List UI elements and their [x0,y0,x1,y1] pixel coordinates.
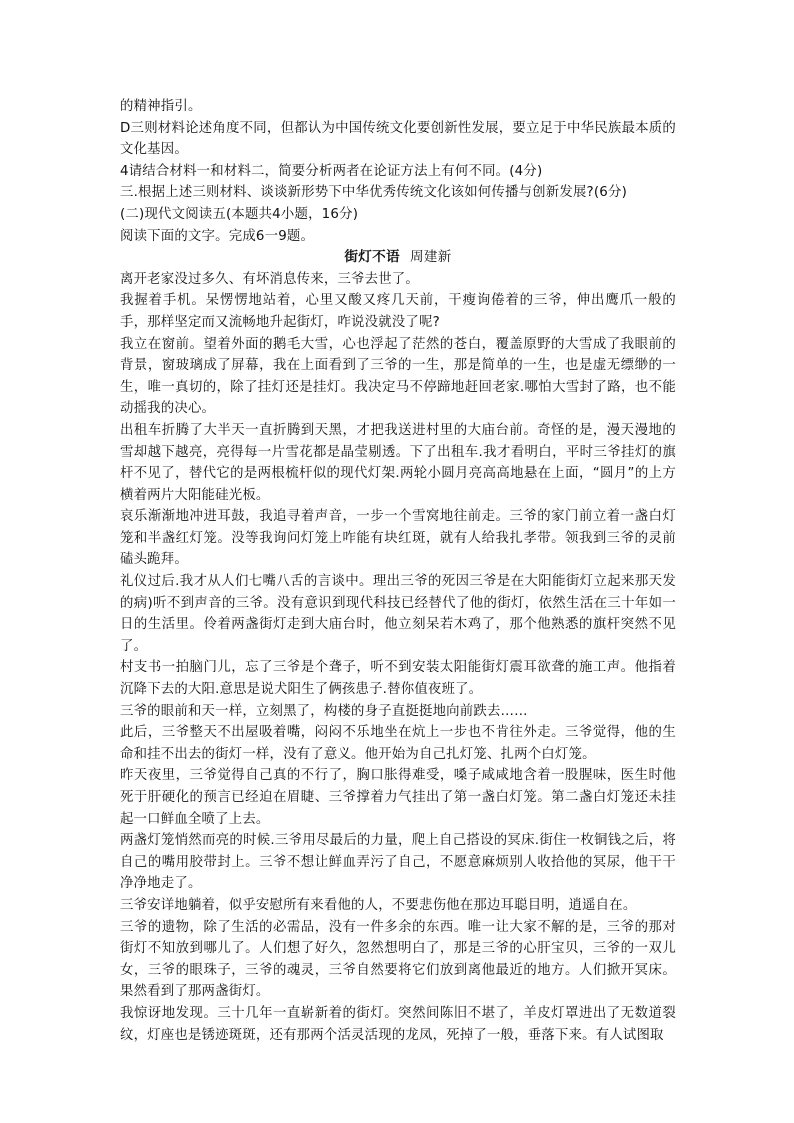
story-title-line [120,247,676,269]
story-paragraph: 礼仪过后.我才从人们七嘴八舌的言谈中。理出三爷的死因三爷是在大阳能街灯立起来那天发的病)听不到声音的三爷。没有意识到现代科技已经替代了他的街灯，依然生活在三十年如一日的生活里。伶着两盏街灯走到大庙台时，他立刻呆若木鸡了，那个他熟悉的旗杆突然不见了。 [120,574,676,654]
story-paragraph: 我立在窗前。望着外面的鹅毛大雪，心也浮起了茫然的苍白，覆盖原野的大雪成了我眼前的背景，窗玻璃成了屏幕，我在上面看到了三爷的一生，那是简单的一生，也是虚无缥缈的一生，唯一真切的，除了挂灯还是挂灯。我决定马不停蹄地赶回老家.哪怕大雪封了路，也不能动摇我的决心。 [120,336,676,417]
story-author: 周建新 [409,249,452,266]
story-paragraph: 哀乐渐渐地冲进耳鼓，我追寻着声音，一步一个雪窝地往前走。三爷的家门前立着一盏白灯笼和半盏红灯笼。没等我询问灯笼上咋能有块红斑，就有人给我扎孝带。领我到三爷的灵前磕头跪拜。 [120,509,676,568]
story-paragraph: 三爷的遗物，除了生活的必需品，没有一件多余的东西。唯一让大家不解的是，三爷的那对街灯不知放到哪儿了。人们想了好久，忽然想明白了，那是三爷的心肝宝贝，三爷的一双儿女，三爷的眼珠子，三爷的魂灵，三爷自然要将它们放到离他最近的地方。人们掀开冥床。果然看到了那两盏街灯。 [120,919,676,1000]
story-paragraph: 我握着手机。呆愣愣地站着，心里又酸又疼几天前，干瘦询倦着的三爷，伸出鹰爪一般的手，那样坚定而又流畅地升起街灯，咋说没就没了呢? [120,293,676,330]
story-paragraph: 离开老家没过多久、有坏消息传来，三爷去世了。 [120,271,419,287]
story-paragraph: 此后，三爷整天不出屋吸着嘴，闷闷不乐地坐在炕上一步也不肯往外走。三爷觉得，他的生命和挂不出去的街灯一样，没有了意义。他开始为自己扎灯笼、扎两个白灯笼。 [120,725,676,762]
preceding-section [120,96,676,247]
story-paragraph: 三爷的眼前和天一样，立刻黑了，构楼的身子直挺挺地向前跌去…… [120,703,528,719]
story-body [120,269,676,1046]
story-paragraph: 昨天夜里，三爷觉得自己真的不行了，胸口胀得难受，嗓子咸咸地含着一股腥味，医生时他死于肝硬化的预言已经迫在眉睫、三爷撑着力气挂出了第一盏白灯笼。第二盏白灯笼还未挂起一口鲜血全喷了上去。 [120,768,676,827]
instruction: 阅读下面的文字。完成6一9题。 [120,228,315,244]
story-paragraph: 出租车折腾了大半天一直折腾到天黑，才把我送进村里的大庙台前。奇怪的是，漫天漫地的雪却越下越亮，亮得每一片雪花都是晶莹剔透。下了出租车.我才看明白，平时三爷挂灯的旗杆不见了，替代它的是两根梳杆似的现代灯架.两轮小圆月亮高高地悬在上面，“圆月”的上方横着两片大阳能硅光板。 [120,422,676,503]
story-paragraph: 三爷安详地躺着，似乎安慰所有来看他的人，不要悲伤他在那边耳聪目明，逍遥自在。 [120,897,637,913]
story-paragraph: 村支书一拍脑门儿，忘了三爷是个聋子，听不到安装太阳能街灯震耳欲聋的施工声。他指着沉降下去的大阳.意思是说犬阳生了俩孩患子.替你值夜班了。 [120,660,676,698]
story-paragraph: 两盏灯笼悄然而亮的时候.三爷用尽最后的力量，爬上自己搭设的冥床.街住一枚铜钱之后，将自己的嘴用胶带封上。三爷不想让鲜血弄污了自己，不愿意麻烦别人收拾他的冥尿，他干干净净地走了。 [120,833,676,892]
question-4: 4请结合材料一和材料二，简要分析两者在论证方法上有何不同。(4分) [120,163,543,179]
story-title: 街灯不语 [344,249,400,266]
document-page [120,96,676,1046]
question-5: 三.根据上述三则材料、谈谈新形势下中华优秀传统文化该如何传播与创新发展?(6分) [120,185,628,201]
paragraph: D三则材料论述角度不同，但都认为中国传统文化要创新性发展，要立足于中华民族最本质的文化基因。 [120,120,676,158]
story-paragraph: 我惊讶地发现。三十几年一直崭新着的街灯。突然间陈旧不堪了，羊皮灯罩进出了无数道裂纹，灯座也是锈迹斑斑，还有那两个活灵活现的龙凤，死掉了一般，垂落下来。有人试图取 [120,1005,676,1043]
section-heading: (二)现代文阅读五(本题共4小题，16分) [120,206,359,222]
paragraph: 的精神指引。 [120,99,202,114]
